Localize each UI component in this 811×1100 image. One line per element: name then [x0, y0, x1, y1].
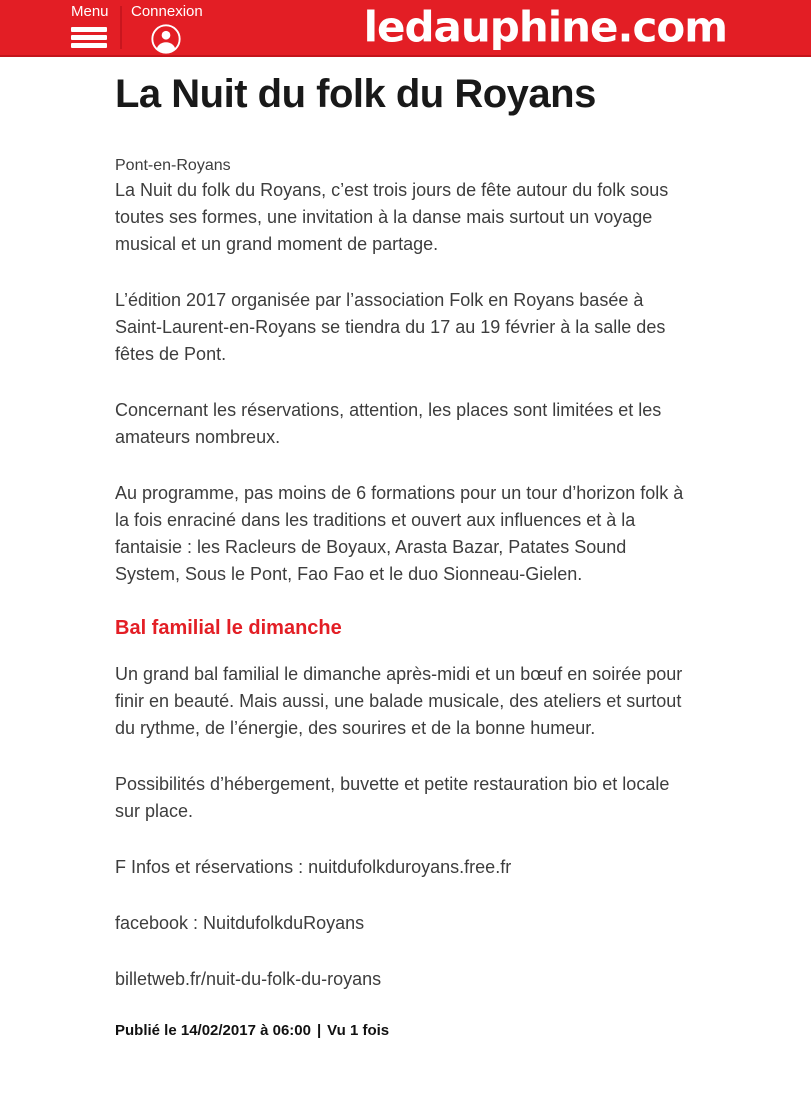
menu-label: Menu: [71, 3, 109, 20]
article-location: Pont-en-Royans: [115, 157, 231, 174]
article-paragraph: F Infos et réservations : nuitdufolkduroyans.free.fr: [115, 857, 512, 877]
article: [0, 57, 811, 1039]
article-paragraph: Un grand bal familial le dimanche après-midi et un bœuf en soirée pour finir en beauté. Mais aussi, une balade musicale, des ateliers et surtout du rythme, de l’énergie, des sourires et de la bonne humeur.: [115, 664, 683, 738]
view-count: Vu 1 fois: [327, 1022, 390, 1039]
menu-button[interactable]: [71, 3, 109, 48]
article-paragraph: facebook : NuitdufolkduRoyans: [115, 913, 365, 933]
article-paragraph: Possibilités d’hébergement, buvette et petite restauration bio et locale sur place.: [115, 774, 670, 821]
article-paragraph: billetweb.fr/nuit-du-folk-du-royans: [115, 969, 382, 989]
header-divider: [120, 6, 122, 49]
site-logo[interactable]: ledauphine.com: [363, 2, 727, 52]
meta-separator: |: [316, 1022, 322, 1039]
published-date: Publié le 14/02/2017 à 06:00: [115, 1022, 311, 1039]
article-paragraph: Au programme, pas moins de 6 formations pour un tour d’horizon folk à la fois enraciné dans les traditions et ouvert aux influences et à la fantaisie : les Racleurs de Boyaux, Arasta Bazar, Patates Sound System, Sous le Pont, Fao Fao et le duo Sionneau-Gielen.: [115, 483, 684, 584]
connexion-label: Connexion: [131, 3, 203, 20]
article-paragraph: L’édition 2017 organisée par l’association Folk en Royans basée à Saint-Laurent-en-Royans se tiendra du 17 au 19 février à la salle des fêtes de Pont.: [115, 290, 666, 364]
section-heading: Bal familial le dimanche: [115, 617, 342, 639]
hamburger-icon: [71, 27, 107, 48]
connexion-button[interactable]: [131, 3, 201, 55]
article-meta: [115, 1022, 693, 1039]
article-paragraph: Concernant les réservations, attention, les places sont limitées et les amateurs nombreux.: [115, 400, 662, 447]
header-bar: [0, 0, 811, 57]
article-paragraph: La Nuit du folk du Royans, c’est trois jours de fête autour du folk sous toutes ses formes, une invitation à la danse mais surtout un voyage musical et un grand moment de partage.: [115, 180, 669, 254]
article-title: La Nuit du folk du Royans: [115, 72, 596, 116]
user-icon: [150, 23, 182, 55]
